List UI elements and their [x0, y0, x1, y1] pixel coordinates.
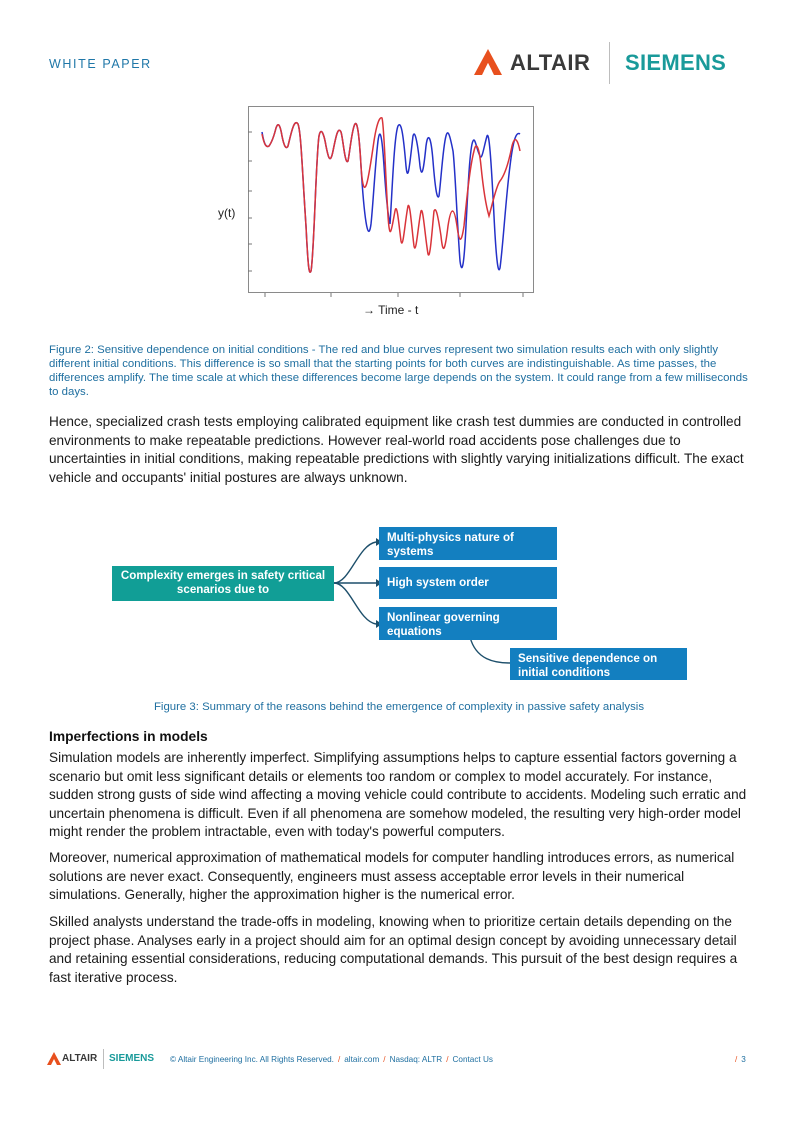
x-axis-label: → Time - t — [363, 303, 419, 317]
figure-3-caption: Figure 3: Summary of the reasons behind the emergence of complexity in passive safety analysis — [153, 701, 645, 713]
footer-link-stock[interactable]: Nasdaq: ALTR — [389, 1055, 443, 1064]
section-paragraph-3: Skilled analysts understand the trade-offs in modeling, knowing when to prioritize certain details depending on the project phase. Analyses early in a project should aim for an optimal design concept by avoiding unnecessary detail and retaining essential considerations, reducing computational demands. This pursuit of the best design requires a fast iterative process. — [49, 914, 738, 985]
section-paragraph-2: Moreover, numerical approximation of mathematical models for computer handling introduces errors, as numerical solutions are never exact. Consequently, engineers must assess acceptable error levels in their numerical simulations. Generally, higher the approximation higher is the numerical error. — [49, 850, 735, 902]
y-axis-label: y(t) — [218, 206, 236, 220]
page-number-separator: / — [735, 1055, 738, 1064]
time-series-plot — [248, 106, 536, 298]
sub-branch-box-sensitive: Sensitive dependence on initial conditions — [510, 648, 687, 680]
footer-copyright: © Altair Engineering Inc. All Rights Reserved. — [170, 1055, 334, 1064]
footer-altair-text: ALTAIR — [62, 1053, 98, 1064]
branch-box-multiphysics: Multi-physics nature of systems — [379, 527, 557, 560]
section-paragraph-1: Simulation models are inherently imperfect. Simplifying assumptions helps to capture essential factors governing a scenario but omit less significant details or elements too random or complex to model accurately. For instance, sudden strong gusts of side wind affecting a moving vehicle could contribute to accidents. Modeling such erratic and uncertain phenomena is difficult. Even if all phenomena are somehow modeled, the resulting very high-order model might render the problem intractable, even with today's powerful computers. — [49, 750, 747, 839]
document-type-label: WHITE PAPER — [49, 57, 152, 71]
footer-separator: / — [383, 1055, 386, 1064]
page-number — [735, 1055, 746, 1064]
altair-logo-icon — [473, 48, 503, 76]
branch-box-system-order: High system order — [379, 567, 557, 599]
footer-logo-divider — [103, 1049, 104, 1069]
footer-link-contact[interactable]: Contact Us — [452, 1055, 493, 1064]
footer-separator: / — [337, 1055, 341, 1064]
complexity-root-box: Complexity emerges in safety critical scenarios due to — [112, 566, 334, 601]
branch-box-nonlinear: Nonlinear governing equations — [379, 607, 557, 640]
siemens-logo-text: SIEMENS — [625, 50, 727, 75]
footer-altair-logo-icon — [47, 1052, 61, 1065]
page-number-value: 3 — [741, 1055, 746, 1064]
figure-2-caption: Figure 2: Sensitive dependence on initial conditions - The red and blue curves represent two simulation results each with only slightly different initial conditions. This difference is so small that the starting points for both curves are indistinguishable. As time passes, the differences amplify. The time scale at which these differences become large depends on the system. It could range from a few milliseconds to days. — [49, 344, 748, 398]
footer-links — [170, 1055, 493, 1064]
footer-separator: / — [446, 1055, 449, 1064]
footer-siemens-text: SIEMENS — [109, 1053, 155, 1064]
body-paragraph-1: Hence, specialized crash tests employing calibrated equipment like crash test dummies are conducted in controlled environments to make repeatable predictions. However real-world road accidents pose challenges due to uncertainties in initial conditions, making repeatable predictions with slightly varying initializations difficult. The exact vehicle and occupants' initial postures are always unknown. — [49, 414, 744, 485]
altair-logo-text: ALTAIR — [510, 50, 591, 75]
logo-divider — [609, 42, 610, 84]
footer-link-site[interactable]: altair.com — [344, 1055, 380, 1064]
section-heading: Imperfections in models — [49, 729, 208, 744]
